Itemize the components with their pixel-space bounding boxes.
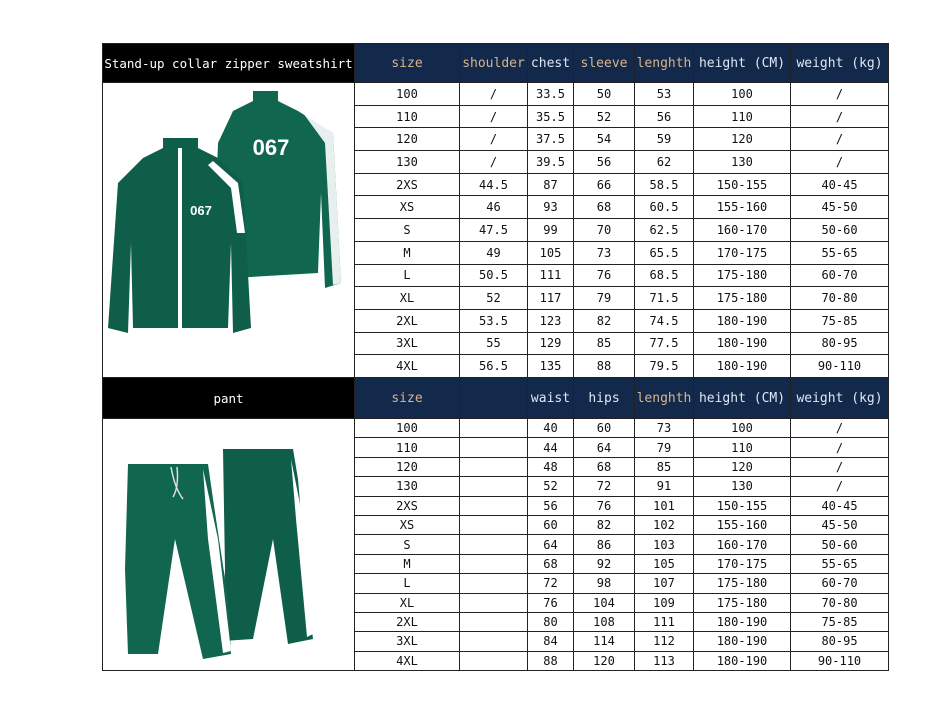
table-cell: / [791,457,889,476]
table-cell: 110 [694,438,791,457]
table-cell: 105 [528,241,574,264]
table-cell: 44 [528,438,574,457]
table-cell: 130 [694,477,791,496]
table-cell: 53.5 [460,309,528,332]
table-cell: 35.5 [528,105,574,128]
table-cell: 120 [694,128,791,151]
table-cell: 101 [635,496,694,515]
table-cell: 79 [635,438,694,457]
table-cell: 71.5 [635,287,694,310]
jersey-number-front: 067 [190,203,212,218]
table-cell: 180-190 [694,332,791,355]
table-cell: 180-190 [694,612,791,631]
table-cell: S [355,535,460,554]
table-cell: 123 [528,309,574,332]
table-cell: 33.5 [528,83,574,106]
table-cell: 160-170 [694,219,791,242]
table-cell: 47.5 [460,219,528,242]
table-cell: 155-160 [694,515,791,534]
table-cell: 55 [460,332,528,355]
table-cell: 53 [635,83,694,106]
column-header: hips [574,378,635,419]
table-cell: 56 [528,496,574,515]
table-cell: 2XL [355,309,460,332]
table-cell: 4XL [355,651,460,670]
table-cell [460,515,528,534]
table-cell: 40 [528,419,574,438]
table-cell: 2XS [355,173,460,196]
table-cell [460,651,528,670]
table-cell: 160-170 [694,535,791,554]
table-cell: 64 [528,535,574,554]
column-header: chest [528,44,574,83]
table-cell: 113 [635,651,694,670]
table-cell: 49 [460,241,528,264]
table-cell: 3XL [355,632,460,651]
table-cell: 68 [528,554,574,573]
table-cell: 64 [574,438,635,457]
column-header: size [355,44,460,83]
table-cell: 44.5 [460,173,528,196]
column-header: sleeve [574,44,635,83]
table-cell: 150-155 [694,496,791,515]
table-cell: XL [355,287,460,310]
table-cell: 175-180 [694,593,791,612]
table-cell: 54 [574,128,635,151]
table-cell: 110 [694,105,791,128]
table-cell: 37.5 [528,128,574,151]
pant-title: pant [103,378,355,419]
table-cell [460,612,528,631]
table-cell [460,535,528,554]
column-header: weight (kg) [791,378,889,419]
table-cell: 72 [574,477,635,496]
table-cell: 40-45 [791,173,889,196]
table-cell [460,554,528,573]
table-cell: 80-95 [791,632,889,651]
table-cell: 99 [528,219,574,242]
table-cell: 48 [528,457,574,476]
table-cell: 180-190 [694,651,791,670]
jersey-number-back: 067 [252,135,290,160]
table-cell: 60-70 [791,264,889,287]
table-cell: 170-175 [694,241,791,264]
table-cell: 4XL [355,355,460,378]
table-cell: 102 [635,515,694,534]
table-cell [460,574,528,593]
table-cell: 55-65 [791,554,889,573]
table-cell: L [355,264,460,287]
table-cell: / [791,477,889,496]
table-cell: 50-60 [791,535,889,554]
table-cell: 2XL [355,612,460,631]
table-cell: 100 [694,83,791,106]
table-cell: 75-85 [791,309,889,332]
table-cell: 90-110 [791,651,889,670]
table-cell: S [355,219,460,242]
table-cell: 56 [574,151,635,174]
table-cell: 103 [635,535,694,554]
column-header: height (CM) [694,378,791,419]
table-cell: 180-190 [694,355,791,378]
table-cell: 52 [574,105,635,128]
table-cell: / [460,151,528,174]
table-cell: L [355,574,460,593]
table-cell: 135 [528,355,574,378]
table-cell: 70-80 [791,287,889,310]
table-cell: 62.5 [635,219,694,242]
table-cell: 129 [528,332,574,355]
table-cell: M [355,241,460,264]
table-cell: 66 [574,173,635,196]
table-cell [460,593,528,612]
pants-back [223,449,313,644]
table-cell: 50 [574,83,635,106]
table-cell: 70 [574,219,635,242]
table-cell: 110 [355,105,460,128]
table-cell: 79.5 [635,355,694,378]
table-cell: 88 [528,651,574,670]
table-cell: 45-50 [791,196,889,219]
table-cell: 130 [355,477,460,496]
table-cell: 90-110 [791,355,889,378]
table-cell: 68 [574,196,635,219]
table-cell: 180-190 [694,632,791,651]
table-cell: 105 [635,554,694,573]
table-cell: 76 [574,264,635,287]
table-cell: 114 [574,632,635,651]
table-cell: 88 [574,355,635,378]
table-cell: 58.5 [635,173,694,196]
table-cell: 117 [528,287,574,310]
table-cell: XS [355,515,460,534]
table-cell: 85 [574,332,635,355]
table-cell: / [460,83,528,106]
table-cell: XS [355,196,460,219]
table-cell: / [791,419,889,438]
table-cell: M [355,554,460,573]
table-cell [460,419,528,438]
column-header [460,378,528,419]
table-cell: 110 [355,438,460,457]
table-cell: / [791,438,889,457]
table-cell: 79 [574,287,635,310]
table-cell: 56 [635,105,694,128]
table-cell: 87 [528,173,574,196]
table-cell: XL [355,593,460,612]
table-cell: 40-45 [791,496,889,515]
table-cell: 60 [528,515,574,534]
table-cell: 2XS [355,496,460,515]
table-cell: 108 [574,612,635,631]
table-cell: 150-155 [694,173,791,196]
table-cell [460,632,528,651]
table-cell: 85 [635,457,694,476]
table-cell: 109 [635,593,694,612]
table-cell: 65.5 [635,241,694,264]
table-cell: 92 [574,554,635,573]
table-cell: 52 [528,477,574,496]
table-cell: 120 [355,128,460,151]
table-cell: 120 [355,457,460,476]
table-cell: 112 [635,632,694,651]
table-cell: 56.5 [460,355,528,378]
table-cell: 170-175 [694,554,791,573]
table-cell: 68 [574,457,635,476]
table-cell: 93 [528,196,574,219]
table-cell: 86 [574,535,635,554]
table-cell: 175-180 [694,264,791,287]
table-cell: 59 [635,128,694,151]
column-header: height (CM) [694,44,791,83]
table-cell: 80 [528,612,574,631]
pants-front [125,464,231,659]
table-cell [460,496,528,515]
table-cell: 155-160 [694,196,791,219]
table-cell: / [791,83,889,106]
table-cell: 111 [528,264,574,287]
table-cell: 82 [574,515,635,534]
table-cell: 73 [574,241,635,264]
table-cell: 70-80 [791,593,889,612]
column-header: weight (kg) [791,44,889,83]
table-cell: 60-70 [791,574,889,593]
table-cell: 100 [355,419,460,438]
table-cell: 3XL [355,332,460,355]
table-cell: 72 [528,574,574,593]
table-cell: 82 [574,309,635,332]
column-header: waist [528,378,574,419]
table-cell: / [791,105,889,128]
sweatshirt-image [103,83,353,376]
column-header: size [355,378,460,419]
table-cell: 68.5 [635,264,694,287]
table-cell: 107 [635,574,694,593]
table-cell: / [460,105,528,128]
table-cell [460,438,528,457]
table-cell: / [460,128,528,151]
table-cell: 100 [355,83,460,106]
table-cell: 130 [355,151,460,174]
table-cell: 77.5 [635,332,694,355]
table-cell: / [791,128,889,151]
table-cell: 175-180 [694,574,791,593]
table-cell: 50.5 [460,264,528,287]
table-cell: 52 [460,287,528,310]
table-cell: 84 [528,632,574,651]
table-cell: 80-95 [791,332,889,355]
table-cell: 39.5 [528,151,574,174]
table-cell: 76 [528,593,574,612]
table-cell: 104 [574,593,635,612]
table-cell: / [791,151,889,174]
table-cell: 98 [574,574,635,593]
table-cell: 50-60 [791,219,889,242]
table-cell: 120 [694,457,791,476]
table-cell: 100 [694,419,791,438]
table-cell: 62 [635,151,694,174]
table-cell: 74.5 [635,309,694,332]
table-cell: 46 [460,196,528,219]
pant-image [103,419,353,669]
table-cell: 45-50 [791,515,889,534]
table-cell: 91 [635,477,694,496]
table-cell: 60 [574,419,635,438]
column-header: lenghth [635,378,694,419]
table-cell: 60.5 [635,196,694,219]
column-header: lenghth [635,44,694,83]
table-cell: 73 [635,419,694,438]
table-cell [460,457,528,476]
table-cell: 180-190 [694,309,791,332]
column-header: shoulder [460,44,528,83]
table-cell: 55-65 [791,241,889,264]
table-cell: 130 [694,151,791,174]
table-cell: 111 [635,612,694,631]
table-cell: 76 [574,496,635,515]
table-cell [460,477,528,496]
table-cell: 75-85 [791,612,889,631]
sweatshirt-title: Stand-up collar zipper sweatshirt [103,44,355,83]
table-cell: 120 [574,651,635,670]
table-cell: 175-180 [694,287,791,310]
